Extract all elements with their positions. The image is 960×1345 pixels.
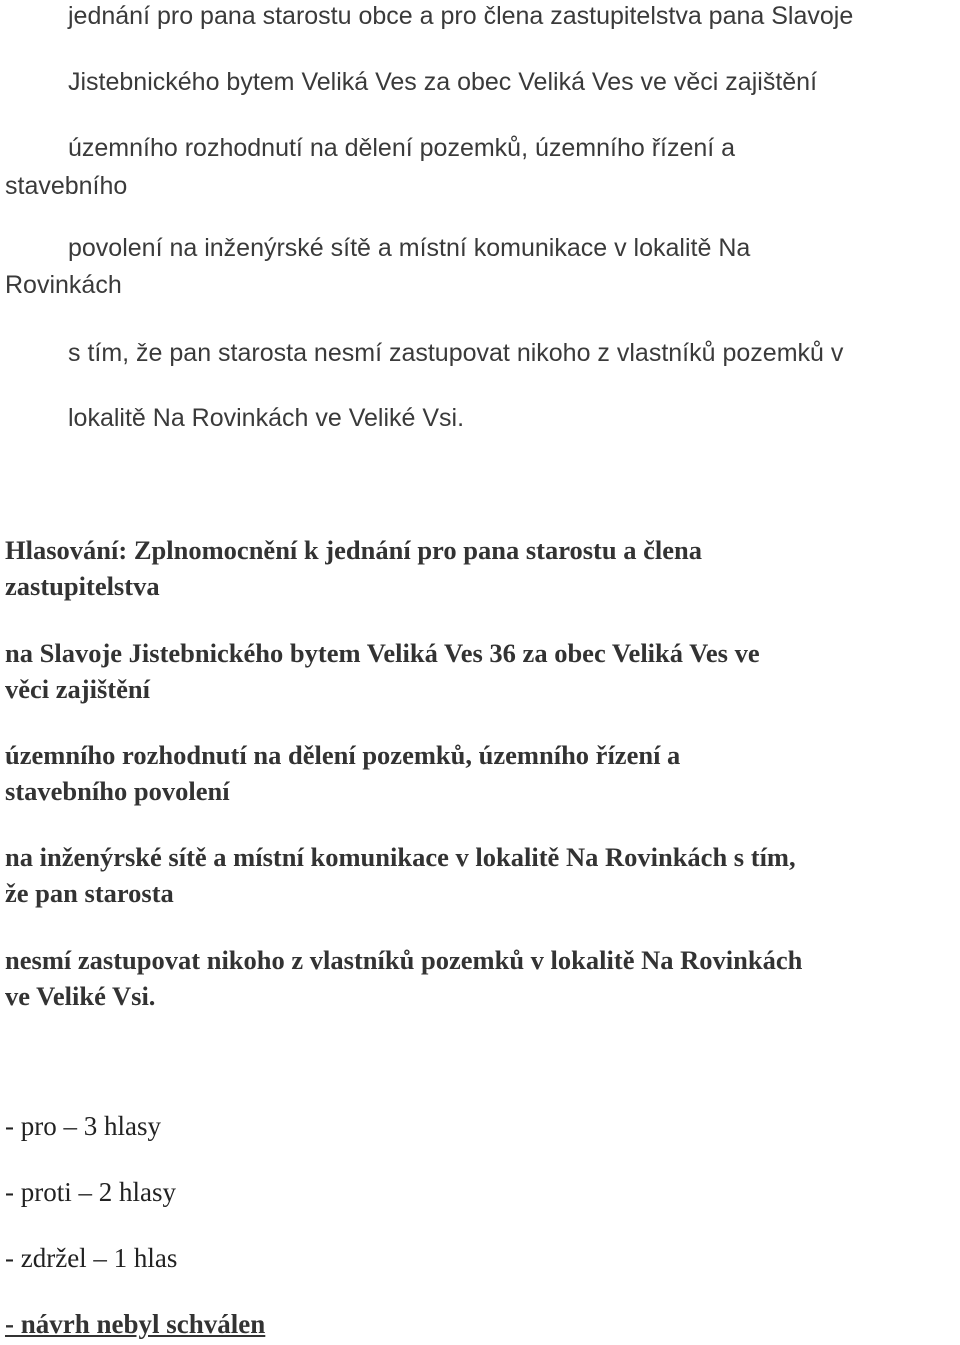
voting-line-4b: že pan starosta <box>5 878 174 908</box>
voting-line-1a: Hlasování: Zplnomocnění k jednání pro pana starostu a člena <box>5 535 702 565</box>
voting-line-3b: stavebního povolení <box>5 776 230 806</box>
motion-line-2: Jistebnického bytem Veliká Ves za obec Veliká Ves ve věci zajištění <box>68 68 818 96</box>
voting-line-5b: ve Veliké Vsi. <box>5 981 156 1011</box>
motion-line-5: s tím, že pan starosta nesmí zastupovat nikoho z vlastníků pozemků v <box>68 339 844 367</box>
voting-line-4a: na inženýrské sítě a místní komunikace v lokalitě Na Rovinkách s tím, <box>5 842 796 872</box>
result-pro: - pro – 3 hlasy <box>5 1111 161 1141</box>
voting-line-5a: nesmí zastupovat nikoho z vlastníků pozemků v lokalitě Na Rovinkách <box>5 945 803 975</box>
result-zdrzel: - zdržel – 1 hlas <box>5 1243 178 1273</box>
motion-line-4b: Rovinkách <box>5 271 122 299</box>
motion-line-4a: povolení na inženýrské sítě a místní komunikace v lokalitě Na <box>68 234 751 262</box>
voting-line-2b: věci zajištění <box>5 674 150 704</box>
voting-line-1b: zastupitelstva <box>5 571 160 601</box>
motion-line-3b: stavebního <box>5 172 128 200</box>
voting-line-3a: územního rozhodnutí na dělení pozemků, územního řízení a <box>5 740 681 770</box>
result-proti: - proti – 2 hlasy <box>5 1177 176 1207</box>
motion-line-6: lokalitě Na Rovinkách ve Veliké Vsi. <box>68 404 465 432</box>
motion-line-1: jednání pro pana starostu obce a pro člena zastupitelstva pana Slavoje <box>68 2 854 30</box>
motion-line-3a: územního rozhodnutí na dělení pozemků, územního řízení a <box>68 134 736 162</box>
result-outcome: - návrh nebyl schválen <box>5 1309 266 1339</box>
voting-line-2a: na Slavoje Jistebnického bytem Veliká Ves 36 za obec Veliká Ves ve <box>5 638 760 668</box>
